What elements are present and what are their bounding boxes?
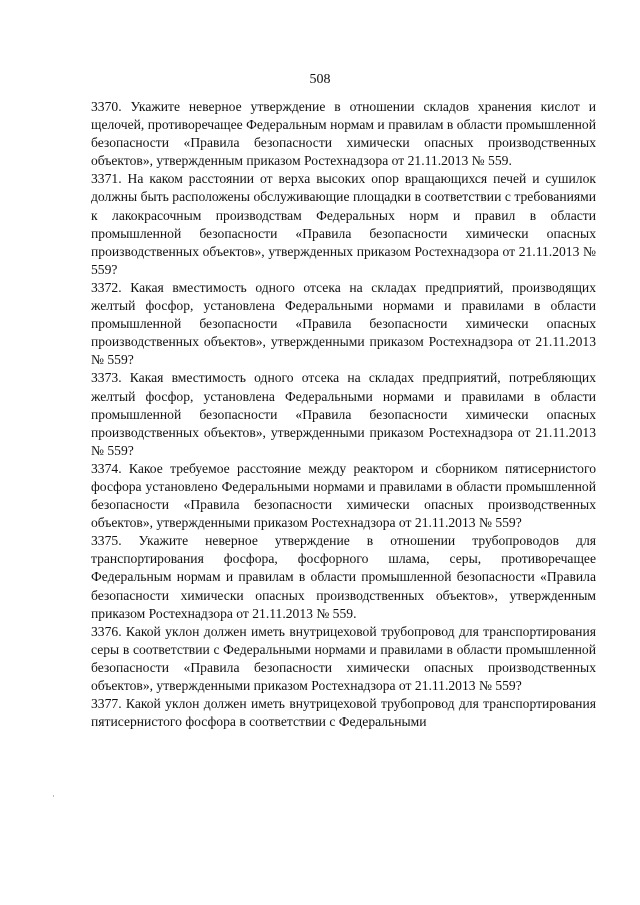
question-item: 3377. Какой уклон должен иметь внутрицеховой трубопровод для транспортирования пятисернистого фосфора в соответствии с Федеральными xyxy=(91,696,596,730)
question-item: 3375. Укажите неверное утверждение в отношении трубопроводов для транспортирования фосфора, фосфорного шлама, серы, противоречащее Федеральным нормам и правилам в области промышленной безопасности «Правила безопасности химически опасных производственных объектов», утвержденным приказом Ростехнадзора от 21.11.2013 № 559. xyxy=(91,533,596,621)
document-body xyxy=(91,98,596,731)
scan-speck: · xyxy=(52,791,55,801)
question-item: 3376. Какой уклон должен иметь внутрицеховой трубопровод для транспортирования серы в соответствии с Федеральными нормами и правилами в области промышленной безопасности «Правила безопасности химически опасных производственных объектов», утвержденными приказом Ростехнадзора от 21.11.2013 № 559? xyxy=(91,623,596,693)
question-item: 3371. На каком расстоянии от верха высоких опор вращающихся печей и сушилок должны быть расположены обслуживающие площадки в соответствии с требованиями к лакокрасочным производствам Федеральных норм и правил в области промышленной безопасности «Правила безопасности химически опасных производственных объектов», утвержденных приказом Ростехнадзора от 21.11.2013 № 559? xyxy=(91,171,596,277)
page-number: 508 xyxy=(309,72,331,87)
question-item: 3372. Какая вместимость одного отсека на складах предприятий, производящих желтый фосфор, установлена Федеральными нормами и правилами в области промышленной безопасности «Правила безопасности химически опасных производственных объектов», утвержденными приказом Ростехнадзора от 21.11.2013 № 559? xyxy=(91,279,596,368)
question-item: 3374. Какое требуемое расстояние между реактором и сборником пятисернистого фосфора установлено Федеральными нормами и правилами в области промышленной безопасности «Правила безопасности химически опасных производственных объектов», утвержденными приказом Ростехнадзора от 21.11.2013 № 559? xyxy=(91,460,596,531)
question-item: 3373. Какая вместимость одного отсека на складах предприятий, потребляющих желтый фосфор, установлена Федеральными нормами и правилами в области промышленной безопасности «Правила безопасности химически опасных производственных объектов», утвержденными приказом Ростехнадзора от 21.11.2013 № 559? xyxy=(91,370,596,458)
question-item: 3370. Укажите неверное утверждение в отношении складов хранения кислот и щелочей, противоречащее Федеральным нормам и правилам в области промышленной безопасности «Правила безопасности химически опасных производственных объектов», утвержденным приказом Ростехнадзора от 21.11.2013 № 559. xyxy=(91,99,596,169)
